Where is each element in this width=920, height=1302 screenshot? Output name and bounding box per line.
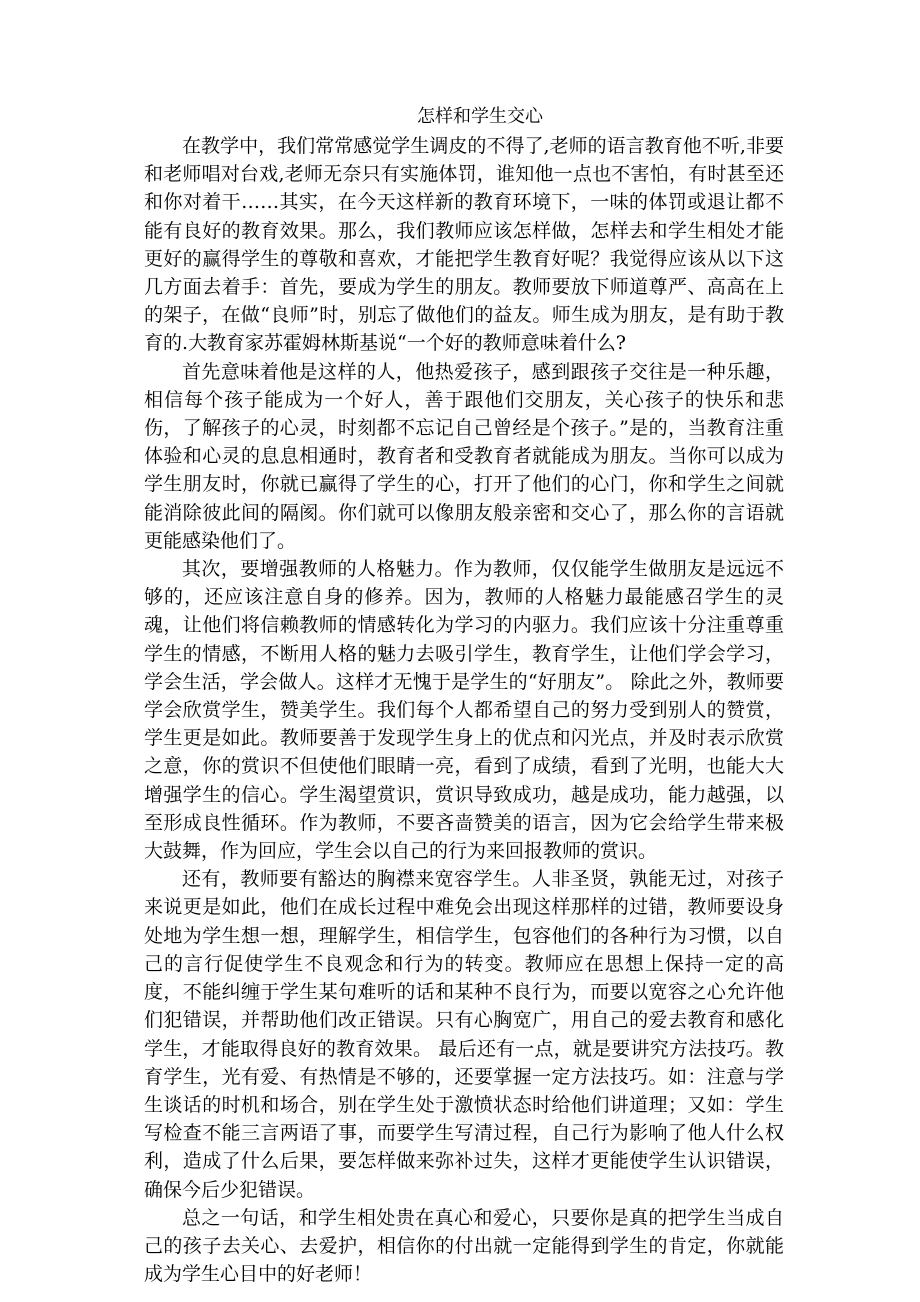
paragraph-conclusion: 总之一句话，和学生相处贵在真心和爱心，只要你是真的把学生当成自己的孩子去关心、去爱护，相信你的付出就一定能得到学生的肯定，你就能成为学生心目中的好老师！ [144,1206,784,1286]
document-title: 怎样和学生交心 [417,106,543,127]
document-page [144,103,784,1288]
paragraph-tolerance: 还有，教师要有豁达的胸襟来宽容学生。人非圣贤，孰能无过，对孩子来说更是如此，他们在成长过程中难免会出现这样那样的过错，教师要设身处地为学生想一想，理解学生，相信学生，包容他们的各种行为习惯，以自己的言行促使学生不良观念和行为的转变。教师应在思想上保持一定的高度，不能纠缠于学生某句难听的话和某种不良行为，而要以宽容之心允许他们犯错误，并帮助他们改正错误。只有心胸宽广，用自己的爱去教育和感化学生，才能取得良好的教育效果。 最后还有一点，就是要讲究方法技巧。教育学生，光有爱、有热情是不够的，还要掌握一定方法技巧。如：注意与学生谈话的时机和场合，别在学生处于激愤状态时给他们讲道理；又如：学生写检查不能三言两语了事，而要学生写清过程，自己行为影响了他人什么权利，造成了什么后果，要怎样做来弥补过失，这样才更能使学生认识错误，确保今后少犯错误。 [144,868,784,1201]
paragraph-intro: 在教学中，我们常常感觉学生调皮的不得了,老师的语言教育他不听,非要和老师唱对台戏,老师无奈只有实施体罚，谁知他一点也不害怕，有时甚至还和你对着干……其实，在今天这样新的教育环境下，一味的体罚或退让都不能有良好的教育效果。那么，我们教师应该怎样做，怎样去和学生相处才能更好的赢得学生的尊敬和喜欢，才能把学生教育好呢？我觉得应该从以下这几方面去着手：首先，要成为学生的朋友。教师要放下师道尊严、高高在上的架子，在做“良师”时，别忘了做他们的益友。师生成为朋友，是有助于教育的.大教育家苏霍姆林斯基说“一个好的教师意味着什么? [144,135,784,355]
paragraph-meaning: 首先意味着他是这样的人，他热爱孩子，感到跟孩子交往是一种乐趣，相信每个孩子能成为一个好人，善于跟他们交朋友，关心孩子的快乐和悲伤，了解孩子的心灵，时刻都不忘记自己曾经是个孩子。”是的，当教育注重体验和心灵的息息相通时，教育者和受教育者就能成为朋友。当你可以成为学生朋友时，你就已赢得了学生的心，打开了他们的心门，你和学生之间就能消除彼此间的隔阂。你们就可以像朋友般亲密和交心了，那么你的言语就更能感染他们了。 [144,360,784,552]
paragraph-personality: 其次，要增强教师的人格魅力。作为教师，仅仅能学生做朋友是远远不够的，还应该注意自身的修养。因为，教师的人格魅力最能感召学生的灵魂，让他们将信赖教师的情感转化为学习的内驱力。我们应该十分注重尊重学生的情感，不断用人格的魅力去吸引学生，教育学生，让他们学会学习，学会生活，学会做人。这样才无愧于是学生的“好朋友”。 除此之外，教师要学会欣赏学生，赞美学生。我们每个人都希望自己的努力受到别人的赞赏，学生更是如此。教师要善于发现学生身上的优点和闪光点，并及时表示欣赏之意，你的赏识不但使他们眼睛一亮，看到了成绩，看到了光明，也能大大增强学生的信心。学生渴望赏识，赏识导致成功，越是成功，能力越强，以至形成良性循环。作为教师，不要吝啬赞美的语言，因为它会给学生带来极大鼓舞，作为回应，学生会以自己的行为来回报教师的赏识。 [144,558,784,863]
